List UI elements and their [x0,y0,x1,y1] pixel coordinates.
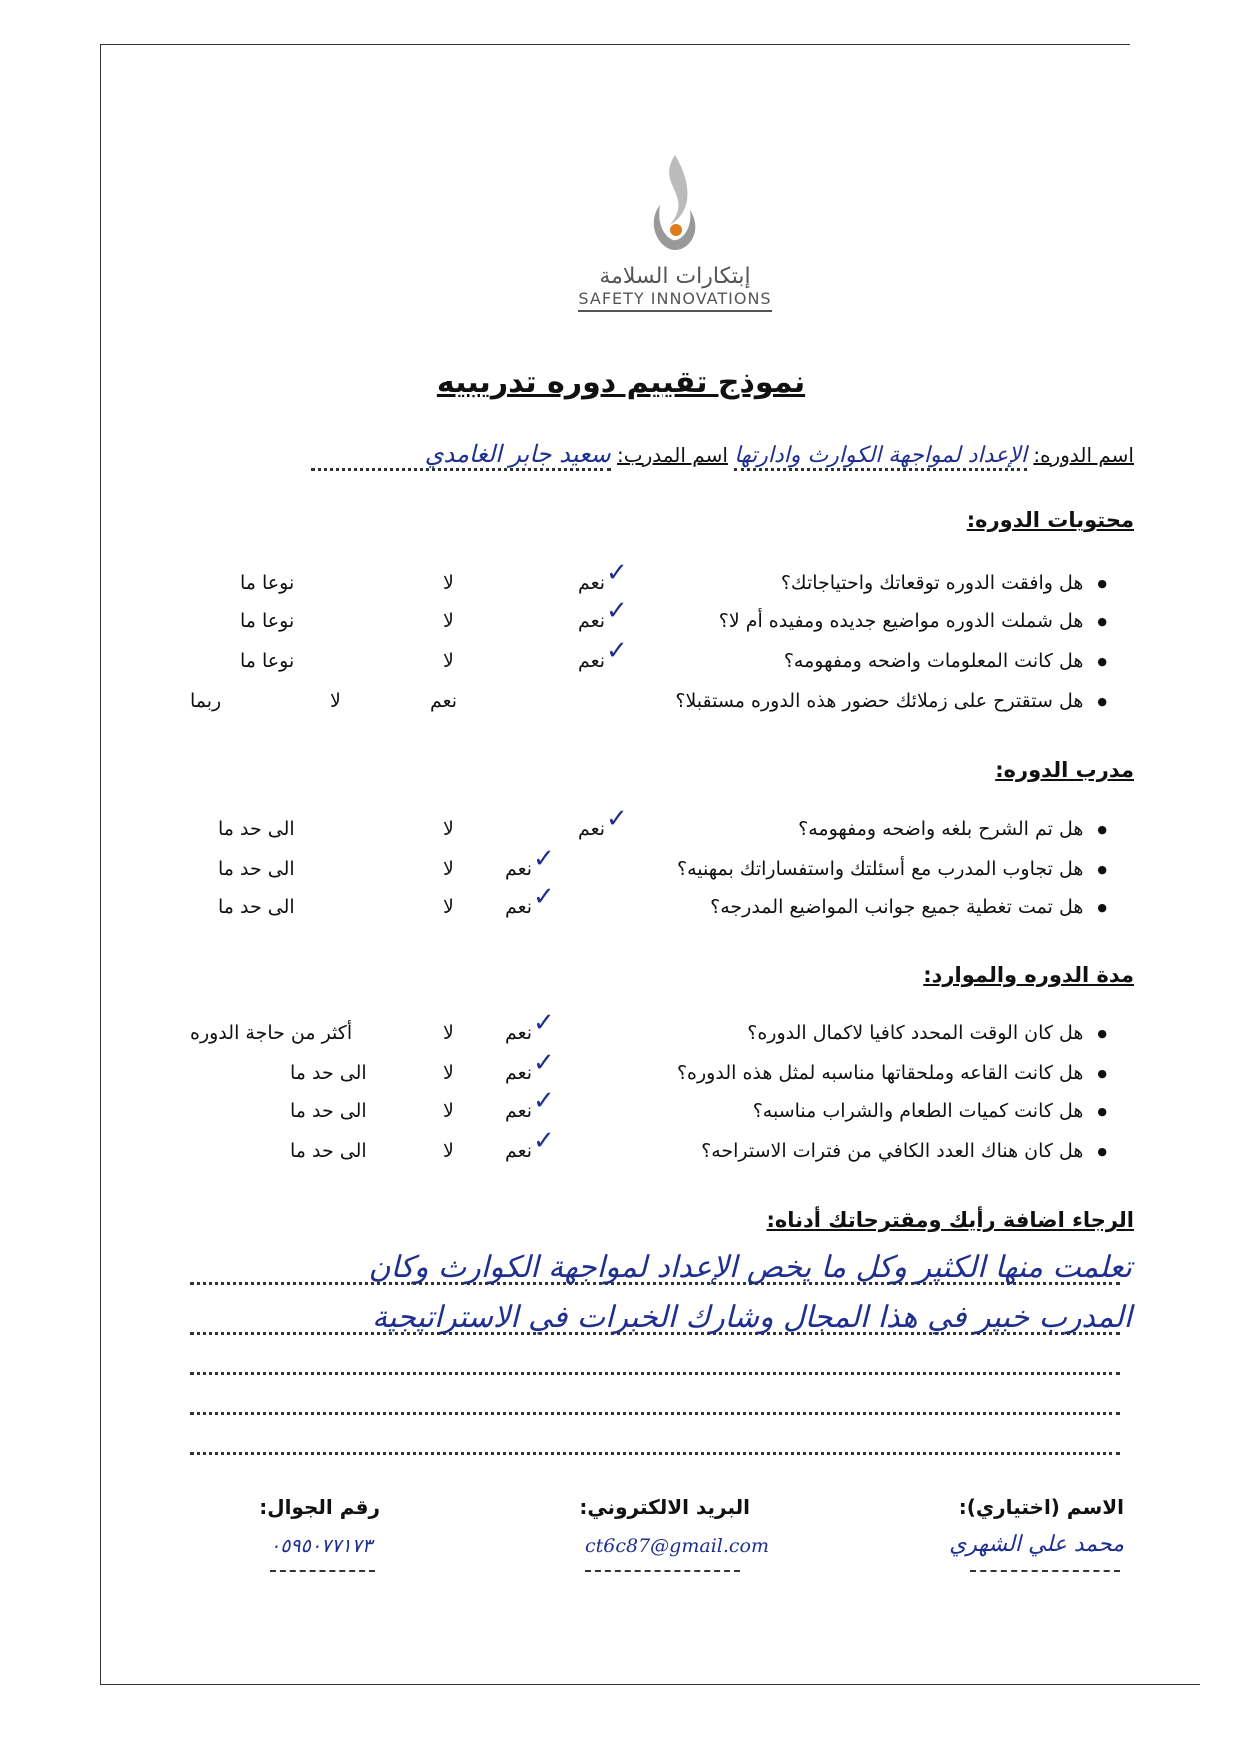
question-label: هل كانت كميات الطعام والشراب مناسبه؟ [752,1100,1084,1122]
question-label: هل كانت القاعه وملحقاتها مناسبه لمثل هذه الدوره؟ [676,1062,1084,1084]
course-name-value: الإعداد لمواجهة الكوارث وادارتها [734,443,1027,471]
question-text [753,1100,1107,1122]
answer-option[interactable]: أكثر من حاجة الدوره [190,1022,353,1044]
answer-option[interactable]: لا [443,858,454,880]
question-text [701,1140,1107,1162]
comment-line-1: تعلمت منها الكثير وكل ما يخص الإعداد لمواجهة الكوارث وكان [368,1250,1132,1285]
check-mark-icon: ✓ [533,1048,555,1078]
answer-option[interactable]: نوعا ما [240,572,295,594]
answer-option[interactable]: نعم [505,1100,533,1122]
comment-line-dots-5 [190,1452,1120,1455]
answer-option[interactable]: لا [443,572,454,594]
check-mark-icon: ✓ [606,804,628,834]
course-name-row [311,440,1134,471]
check-mark-icon: ✓ [533,1126,555,1156]
trainer-name-label: اسم المدرب: [617,443,728,467]
email-label: البريد الالكتروني: [579,1495,750,1519]
question-text [798,818,1107,840]
answer-option[interactable]: الى حد ما [290,1062,367,1084]
comments-heading: الرجاء اضافة رأيك ومقترحاتك أدناه: [766,1208,1134,1232]
comment-line-2: المدرب خبير في هذا المجال وشارك الخبرات في الاستراتيجية [372,1300,1132,1335]
comment-line-dots-4 [190,1412,1120,1415]
answer-option[interactable]: نعم [578,818,606,840]
question-text [784,650,1107,672]
logo-arabic-text: إبتكارات السلامة [599,264,751,289]
check-mark-icon: ✓ [606,596,628,626]
question-label: هل ستقترح على زملائك حضور هذه الدوره مستقبلا؟ [675,690,1084,712]
answer-option[interactable]: نعم [505,1062,533,1084]
question-text [677,1062,1107,1084]
name-label: الاسم (اختياري): [958,1495,1124,1519]
comment-line-dots-1 [190,1282,1120,1285]
question-label: هل كانت المعلومات واضحه ومفهومه؟ [783,650,1084,672]
question-label: هل كان الوقت المحدد كافيا لاكمال الدوره؟ [747,1022,1084,1044]
answer-option[interactable]: لا [443,1140,454,1162]
answer-option[interactable]: نعم [578,610,606,632]
question-text [710,896,1107,918]
check-mark-icon: ✓ [533,844,555,874]
answer-option[interactable]: نوعا ما [240,650,295,672]
answer-option[interactable]: لا [443,1022,454,1044]
answer-option[interactable]: الى حد ما [218,896,295,918]
name-underline [970,1570,1120,1572]
question-label: هل تجاوب المدرب مع أسئلتك واستفساراتك بمهنيه؟ [677,858,1084,880]
answer-option[interactable]: الى حد ما [290,1100,367,1122]
email-underline [585,1570,740,1572]
frame-top-line [100,44,1130,45]
question-text [781,572,1107,594]
answer-option[interactable]: الى حد ما [290,1140,367,1162]
answer-option[interactable]: الى حد ما [218,858,295,880]
check-mark-icon: ✓ [533,1086,555,1116]
question-label: هل وافقت الدوره توقعاتك واحتياجاتك؟ [780,572,1084,594]
frame-left-line [100,44,101,1684]
answer-option[interactable]: نوعا ما [240,610,295,632]
answer-option[interactable]: نعم [430,690,458,712]
section-heading: مدرب الدوره: [995,758,1134,782]
check-mark-icon: ✓ [533,882,555,912]
answer-option[interactable]: نعم [578,650,606,672]
check-mark-icon: ✓ [533,1008,555,1038]
question-text [747,1022,1107,1044]
phone-value: ٠٥٩٥٠٧٧١٧٣ [270,1535,373,1557]
question-label: هل كان هناك العدد الكافي من فترات الاستراحه؟ [701,1140,1084,1162]
phone-underline [270,1570,375,1572]
section-heading: مدة الدوره والموارد: [923,963,1134,987]
answer-option[interactable]: لا [443,650,454,672]
answer-option[interactable]: الى حد ما [218,818,295,840]
check-mark-icon: ✓ [606,636,628,666]
flame-logo-icon [635,150,715,260]
company-logo [555,150,795,330]
logo-english-text: SAFETY INNOVATIONS [578,289,771,312]
section-heading: محتويات الدوره: [966,508,1134,532]
answer-option[interactable]: نعم [505,896,533,918]
question-text [719,610,1107,632]
phone-label: رقم الجوال: [259,1495,380,1519]
answer-option[interactable]: لا [330,690,341,712]
answer-option[interactable]: لا [443,1062,454,1084]
comment-line-dots-2 [190,1332,1120,1335]
question-text [677,858,1107,880]
question-label: هل شملت الدوره مواضيع جديده ومفيده أم لا؟ [718,610,1084,632]
frame-bottom-line [100,1684,1200,1685]
answer-option[interactable]: نعم [505,1022,533,1044]
question-label: هل تمت تغطية جميع جوانب المواضيع المدرجه؟ [710,896,1084,918]
course-name-label: اسم الدوره: [1033,443,1134,467]
question-label: هل تم الشرح بلغه واضحه ومفهومه؟ [798,818,1084,840]
answer-option[interactable]: ربما [190,690,222,712]
form-title: نموذج تقييم دوره تدريبيه [436,365,806,400]
check-mark-icon: ✓ [606,558,628,588]
trainer-name-value: سعيد جابر الغامدي [311,440,611,471]
email-value: ct6c87@gmail.com [585,1535,769,1557]
answer-option[interactable]: نعم [505,858,533,880]
answer-option[interactable]: نعم [505,1140,533,1162]
answer-option[interactable]: لا [443,610,454,632]
answer-option[interactable]: لا [443,1100,454,1122]
name-value: محمد علي الشهري [949,1532,1124,1557]
answer-option[interactable]: لا [443,896,454,918]
question-text [675,690,1107,712]
answer-option[interactable]: نعم [578,572,606,594]
comment-line-dots-3 [190,1372,1120,1375]
answer-option[interactable]: لا [443,818,454,840]
